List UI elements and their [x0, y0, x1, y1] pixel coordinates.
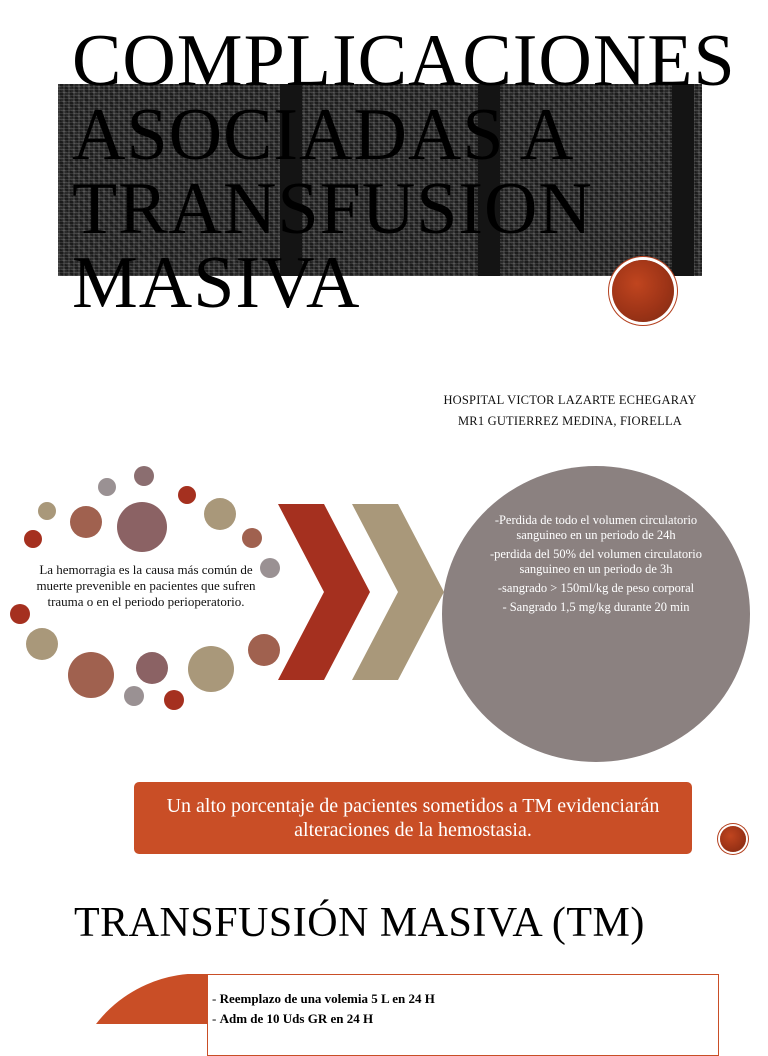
criteria-item-text: Reemplazo de una volemia 5 L en 24 H: [219, 991, 435, 1006]
ring-dot: [124, 686, 144, 706]
definition-item: -sangrado > 150ml/kg de peso corporal: [497, 581, 695, 595]
definition-list: [488, 513, 704, 619]
decorative-orb: [612, 260, 674, 322]
definition-item: -Perdida de todo el volumen circulatorio sanguineo en un periodo de 24h: [494, 513, 698, 542]
ring-dot: [38, 502, 56, 520]
ring-dot: [26, 628, 58, 660]
chevron-red-icon: [278, 504, 370, 680]
presentation-title: COMPLICACIONES ASOCIADAS A TRANSFUSION MASIVA: [72, 20, 736, 324]
criteria-item: - Adm de 10 Uds GR en 24 H: [212, 1011, 374, 1026]
ring-dot: [117, 502, 167, 552]
orange-wedge-shape: [96, 974, 210, 1024]
ring-dot: [68, 652, 114, 698]
ring-dot: [178, 486, 196, 504]
ring-dot: [98, 478, 116, 496]
section-title: TRANSFUSIÓN MASIVA (TM): [74, 900, 645, 946]
author-name: MR1 GUTIERREZ MEDINA, FIORELLA: [457, 414, 683, 428]
criteria-item-text: Adm de 10 Uds GR en 24 H: [219, 1011, 374, 1026]
definition-item: - Sangrado 1,5 mg/kg durante 20 min: [502, 600, 690, 614]
callout-text: Un alto porcentaje de pacientes sometidos a TM evidenciarán alteraciones de la hemostasia.: [166, 795, 660, 841]
ring-dot: [136, 652, 168, 684]
ring-dot: [134, 466, 154, 486]
decorative-orb-small: [720, 826, 746, 852]
chevron-arrows: [278, 504, 448, 680]
ring-dot: [204, 498, 236, 530]
hemorrhage-statement: La hemorragia es la causa más común de muerte prevenible en pacientes que sufren trauma o en el periodo perioperatorio.: [36, 562, 256, 609]
ring-dot: [242, 528, 262, 548]
ring-dot: [24, 530, 42, 548]
ring-dot: [164, 690, 184, 710]
hemostasis-callout: [134, 782, 692, 854]
ring-dot: [188, 646, 234, 692]
criteria-item: - Reemplazo de una volemia 5 L en 24 H: [212, 991, 435, 1006]
hospital-name: HOSPITAL VICTOR LAZARTE ECHEGARAY: [443, 393, 697, 407]
definition-item: -perdida del 50% del volumen circulatorio sanguineo en un periodo de 3h: [489, 547, 703, 576]
ring-dot: [248, 634, 280, 666]
ring-dot: [70, 506, 102, 538]
